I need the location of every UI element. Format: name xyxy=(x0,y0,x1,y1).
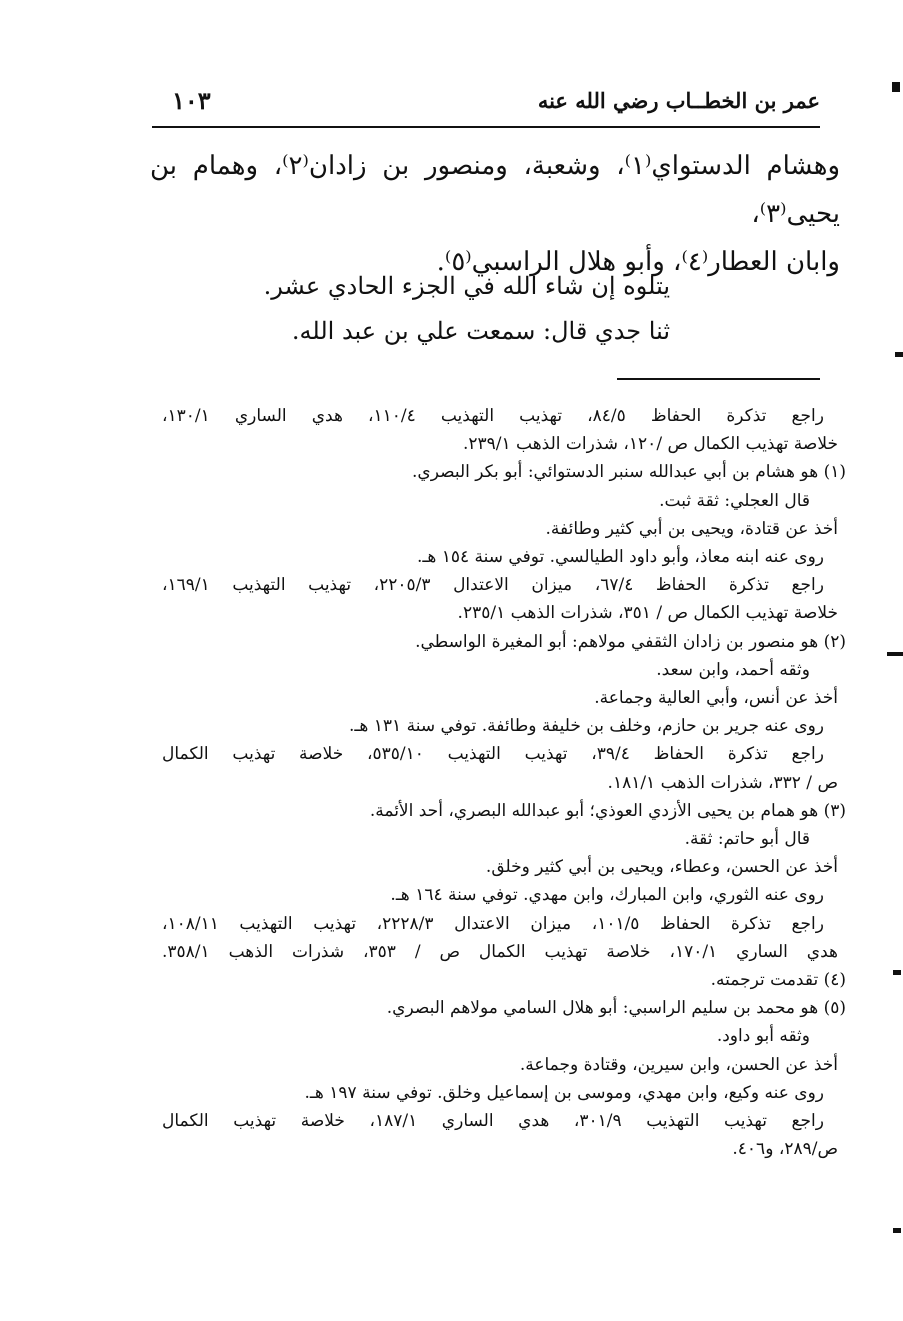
footnote-line: وثقه أحمد، وابن سعد. xyxy=(656,659,810,680)
footnotes xyxy=(162,402,846,1163)
footnote-line: خلاصة تهذيب الكمال ص / ٣٥١، شذرات الذهب ٢٣٥/١. xyxy=(457,603,838,624)
footnote-line: (٤) تقدمت ترجمته. xyxy=(710,969,846,990)
continuation-line-1: يتلوه إن شاء الله في الجزء الحادي عشر. xyxy=(263,272,670,300)
footnote-1 xyxy=(162,458,846,627)
running-title: عمر بن الخطــاب رضي الله عنه xyxy=(537,88,820,113)
footnote-line: روى عنه الثوري، وابن المبارك، وابن مهدي. توفي سنة ١٦٤ هـ. xyxy=(390,885,824,906)
footnote-line: ص/٢٨٩، و٤٠٦. xyxy=(732,1139,838,1160)
main-text-line-1: وهشام الدستواي⁽١⁾، وشعبة، ومنصور بن زادان⁽٢⁾، وهمام بن يحيى⁽٣⁾، xyxy=(150,151,841,229)
footnote-line: أخذ عن الحسن، وابن سيرين، وقتادة وجماعة. xyxy=(519,1054,838,1075)
footnote-line: روى عنه جرير بن حازم، وخلف بن خليفة وطائفة. توفي سنة ١٣١ هـ. xyxy=(349,716,824,737)
footnote-line: خلاصة تهذيب الكمال ص /١٢٠، شذرات الذهب ٢٣٩/١. xyxy=(462,434,838,455)
main-text-line-2: وابان العطار⁽٤⁾، وأبو هلال الراسبي⁽٥⁾. xyxy=(436,247,840,277)
scan-edge-mark xyxy=(893,970,901,975)
continuation-note xyxy=(263,264,670,354)
footnote-line: هدي الساري ١٧٠/١، خلاصة تهذيب الكمال ص / ٣٥٣، شذرات الذهب ٣٥٨/١. xyxy=(162,941,838,962)
footnote-line: راجع تذكرة الحفاظ ٦٧/٤، ميزان الاعتدال ٢٢٠٥/٣، تهذيب التهذيب ١٦٩/١، xyxy=(162,575,824,596)
footnote-line: أخذ عن أنس، وأبي العالية وجماعة. xyxy=(594,688,838,708)
continuation-line-2: ثنا جدي قال: سمعت علي بن عبد الله. xyxy=(291,317,670,345)
scan-edge-mark xyxy=(893,1228,901,1233)
scan-edge-mark xyxy=(892,82,900,92)
footnote-3 xyxy=(162,797,846,966)
footnote-line: أخذ عن الحسن، وعطاء، ويحيى بن أبي كثير وخلق. xyxy=(485,857,838,878)
footnote-line: قال العجلي: ثقة ثبت. xyxy=(659,490,810,511)
footnote-line: أخذ عن قتادة، ويحيى بن أبي كثير وطائفة. xyxy=(545,518,838,539)
page-header xyxy=(152,86,820,128)
footnote-intro xyxy=(162,402,846,458)
footnote-line: روى عنه ابنه معاذ، وأبو داود الطيالسي. توفي سنة ١٥٤ هـ. xyxy=(416,547,824,567)
footnote-5 xyxy=(162,994,846,1163)
footnote-line: روى عنه وكيع، وابن مهدي، وموسى بن إسماعيل وخلق. توفي سنة ١٩٧ هـ. xyxy=(304,1082,824,1103)
footnote-line: راجع تذكرة الحفاظ ٣٩/٤، تهذيب التهذيب ٥٣٥/١٠، خلاصة تهذيب الكمال xyxy=(162,744,824,765)
footnote-line: (٥) هو محمد بن سليم الراسبي: أبو هلال السامي مولاهم البصري. xyxy=(386,998,846,1019)
footnote-line: راجع تذكرة الحفاظ ١٠١/٥، ميزان الاعتدال ٢٢٢٨/٣، تهذيب التهذيب ١٠٨/١١، xyxy=(162,913,824,934)
footnote-line: قال أبو حاتم: ثقة. xyxy=(684,829,810,849)
footnote-2 xyxy=(162,628,846,797)
footnote-4 xyxy=(162,966,846,994)
scan-edge-mark xyxy=(895,352,903,357)
scan-edge-mark xyxy=(887,652,903,656)
footnote-line: (٣) هو همام بن يحيى الأزدي العوذي؛ أبو عبدالله البصري، أحد الأئمة. xyxy=(369,800,846,821)
footnote-line: (٢) هو منصور بن زادان الثقفي مولاهم: أبو المغيرة الواسطي. xyxy=(415,631,846,652)
footnote-line: راجع تذكرة الحفاظ ٨٤/٥، تهذيب التهذيب ١١٠/٤، هدي الساري ١٣٠/١، xyxy=(162,406,824,426)
page-number: ١٠٣ xyxy=(172,86,211,115)
footnote-line: راجع تهذيب التهذيب ٣٠١/٩، هدي الساري ١٨٧/١، خلاصة تهذيب الكمال xyxy=(162,1111,824,1131)
footnote-line: (١) هو هشام بن أبي عبدالله سنبر الدستوائي: أبو بكر البصري. xyxy=(412,462,846,483)
footnote-line: ص / ٣٣٢، شذرات الذهب ١٨١/١. xyxy=(607,772,838,793)
footnote-line: وثقه أبو داود. xyxy=(716,1026,810,1047)
footnote-separator xyxy=(617,378,820,380)
